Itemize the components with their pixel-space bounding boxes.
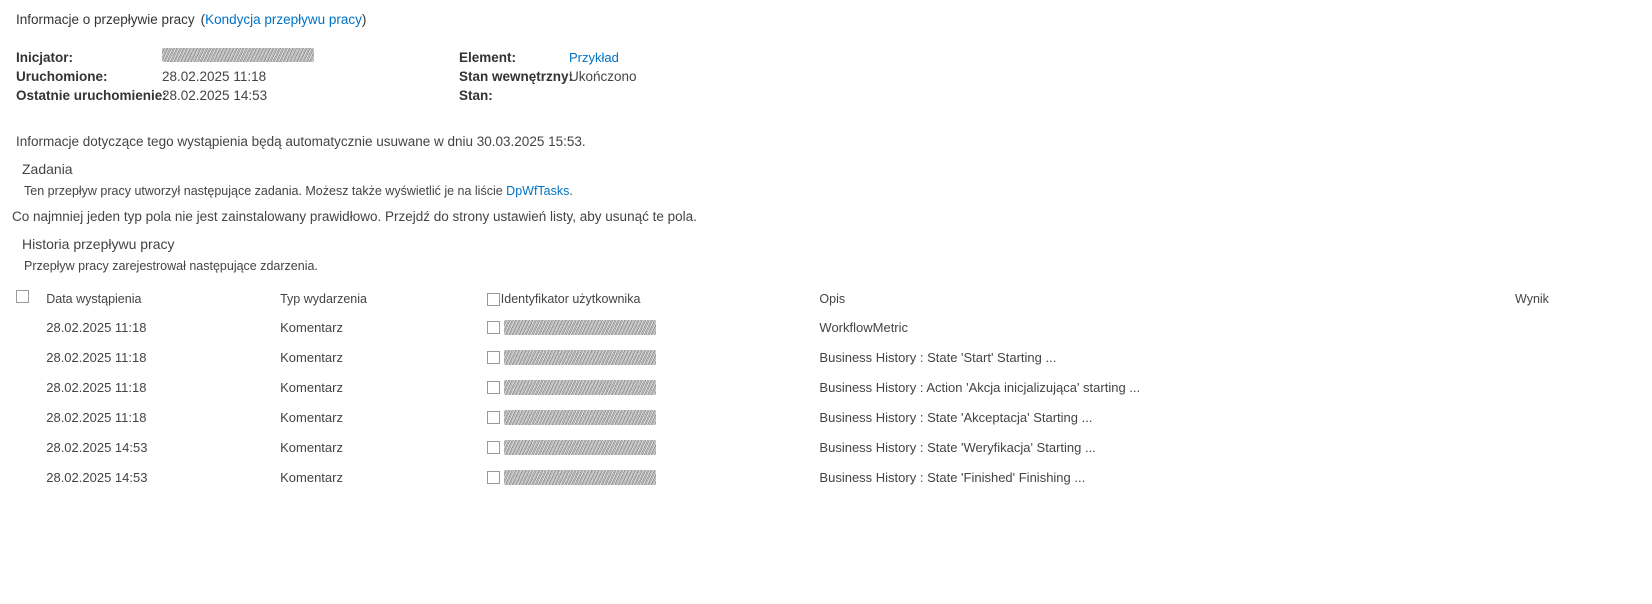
row-user [487,402,820,432]
row-event-type: Komentarz [280,380,343,395]
workflow-history-table [16,287,1636,492]
column-header-event-type[interactable]: Typ wydarzenia [280,292,367,306]
tasks-list-link[interactable]: DpWfTasks [506,184,570,198]
row-user [487,372,820,402]
page-title-row [16,10,1652,27]
row-user-checkbox[interactable] [487,411,500,424]
row-event-type: Komentarz [280,440,343,455]
row-result [1515,312,1636,342]
row-date: 28.02.2025 11:18 [46,380,147,395]
row-user-checkbox[interactable] [487,381,500,394]
workflow-info-block [16,48,1652,106]
row-user-redacted [504,470,656,485]
row-user-wrap [487,440,820,455]
row-select-cell [16,312,46,342]
table-header-row [16,287,1636,312]
table-header [16,287,1636,312]
column-header-description[interactable]: Opis [819,292,846,306]
row-description: Business History : State 'Start' Starting ... [819,350,1057,365]
row-user-redacted [504,410,656,425]
select-all-checkbox[interactable] [16,290,29,303]
row-result [1515,372,1636,402]
row-result [1515,342,1636,372]
paren-close: ) [361,12,367,27]
state-label: Stan: [459,88,493,103]
column-header-date[interactable]: Data wystąpienia [46,292,142,306]
row-select-cell [16,372,46,402]
table-row[interactable] [16,342,1636,372]
row-user-checkbox[interactable] [487,321,500,334]
info-row-internal-state [459,67,637,86]
tasks-text-after: . [569,184,573,198]
column-header-user-wrap [487,292,820,306]
field-type-warning: Co najmniej jeden typ pola nie jest zainstalowany prawidłowo. Przejdź do strony ustawień listy, aby usunąć te pola. [12,209,697,224]
row-user-wrap [487,470,820,485]
last-run-value: 28.02.2025 14:53 [162,88,268,103]
workflow-health-link[interactable]: Kondycja przepływu pracy [205,12,362,27]
row-user-checkbox[interactable] [487,351,500,364]
row-event-type: Komentarz [280,470,343,485]
info-row-item [459,48,637,67]
table-row[interactable] [16,312,1636,342]
info-row-last-run [16,86,314,105]
table-row[interactable] [16,432,1636,462]
row-user-checkbox[interactable] [487,441,500,454]
column-header-user-label: Identyfikator użytkownika [500,292,641,306]
row-description: Business History : State 'Akceptacja' Starting ... [819,410,1093,425]
started-value: 28.02.2025 11:18 [162,69,267,84]
row-user [487,312,820,342]
tasks-section-title: Zadania [22,161,73,177]
row-event-type: Komentarz [280,350,343,365]
row-user-redacted [504,350,656,365]
row-date: 28.02.2025 11:18 [46,410,147,425]
row-select-cell [16,462,46,492]
row-event-type: Komentarz [280,410,343,425]
table-body [16,312,1636,492]
row-user-redacted [504,380,656,395]
table-row[interactable] [16,402,1636,432]
row-user [487,432,820,462]
row-result [1515,402,1636,432]
row-date: 28.02.2025 11:18 [46,320,147,335]
row-user-wrap [487,320,820,335]
row-date: 28.02.2025 11:18 [46,350,147,365]
row-user-redacted [504,320,656,335]
workflow-info-left-column [16,48,314,105]
user-column-checkbox[interactable] [487,293,500,306]
row-date: 28.02.2025 14:53 [46,440,148,455]
row-description: Business History : State 'Finished' Finishing ... [819,470,1086,485]
history-section-text: Przepływ pracy zarejestrował następujące zdarzenia. [24,259,318,273]
row-select-cell [16,342,46,372]
internal-state-label: Stan wewnętrzny: [459,69,574,84]
workflow-history-table-wrapper [16,287,1652,492]
info-row-started [16,67,314,86]
row-user-checkbox[interactable] [487,471,500,484]
history-section-title: Historia przepływu pracy [22,236,175,252]
row-user [487,342,820,372]
tasks-section-text [24,184,1652,198]
row-select-cell [16,432,46,462]
row-event-type: Komentarz [280,320,343,335]
row-user-redacted [504,440,656,455]
row-user [487,462,820,492]
row-description: Business History : Action 'Akcja inicjalizująca' starting ... [819,380,1141,395]
column-header-user[interactable] [487,287,820,312]
initiator-value-redacted [162,48,314,62]
workflow-health-group [201,12,367,27]
item-value-link[interactable]: Przykład [569,50,619,65]
info-row-initiator [16,48,314,67]
row-description: WorkflowMetric [819,320,909,335]
started-label: Uruchomione: [16,69,108,84]
select-all-header [16,287,46,312]
row-date: 28.02.2025 14:53 [46,470,148,485]
table-row[interactable] [16,372,1636,402]
item-label: Element: [459,50,517,65]
row-result [1515,462,1636,492]
info-row-state [459,86,637,105]
row-user-wrap [487,410,820,425]
internal-state-value: Ukończono [569,69,637,84]
row-description: Business History : State 'Weryfikacja' Starting ... [819,440,1096,455]
table-row[interactable] [16,462,1636,492]
row-user-wrap [487,350,820,365]
paren-open: ( [200,12,206,27]
auto-cleanup-notice: Informacje dotyczące tego wystąpienia będą automatycznie usuwane w dniu 30.03.2025 15:53. [16,134,586,149]
row-result [1515,432,1636,462]
workflow-info-right-column [459,48,637,105]
column-header-result[interactable]: Wynik [1515,292,1549,306]
page-title: Informacje o przepływie pracy [16,12,195,27]
last-run-label: Ostatnie uruchomienie: [16,88,167,103]
tasks-text-before: Ten przepływ pracy utworzył następujące zadania. Możesz także wyświetlić je na liście [24,184,503,198]
initiator-label: Inicjator: [16,50,74,65]
row-select-cell [16,402,46,432]
row-user-wrap [487,380,820,395]
